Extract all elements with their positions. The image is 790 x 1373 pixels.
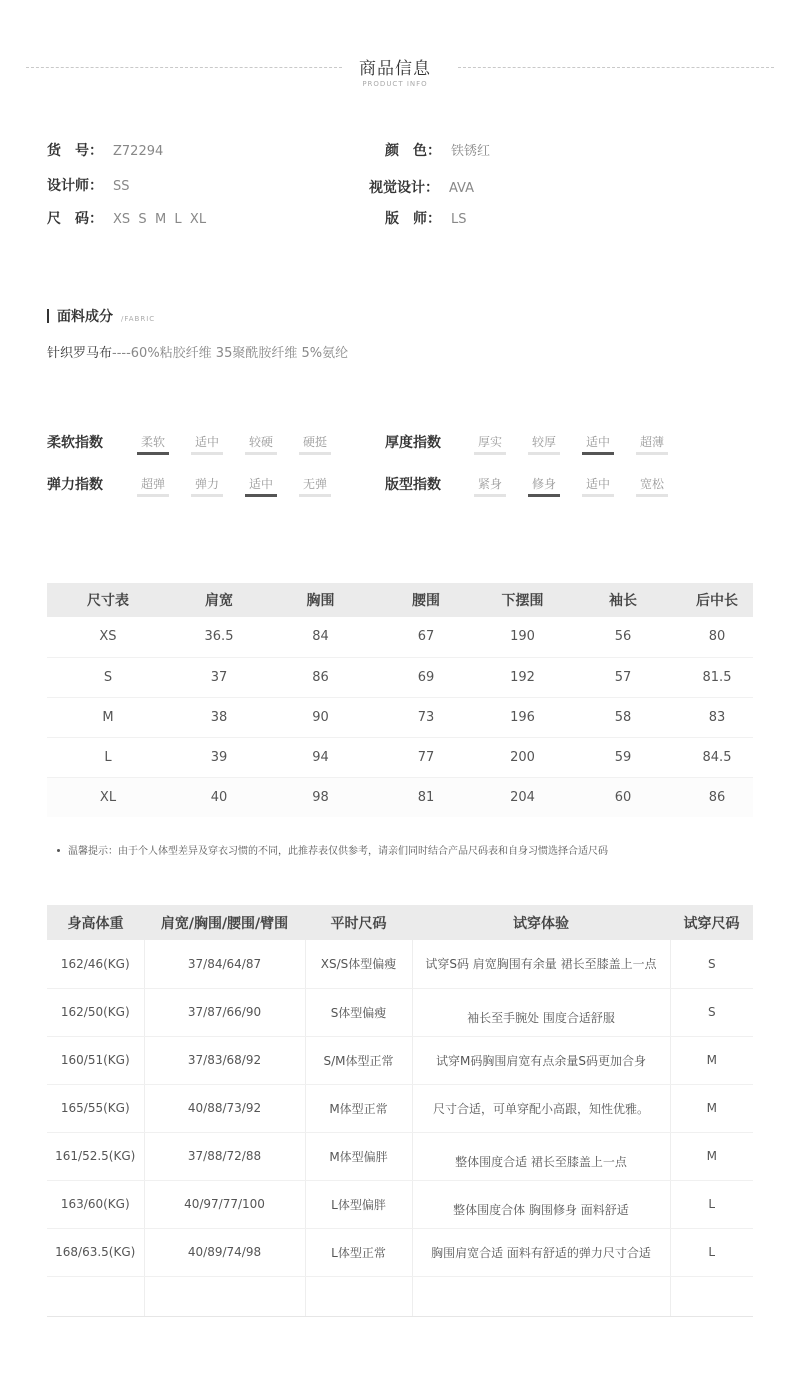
size-table-cell: 69 bbox=[372, 657, 480, 697]
section-header bbox=[0, 52, 790, 92]
fit-table-cell bbox=[144, 1276, 305, 1316]
size-table-cell: L bbox=[47, 737, 169, 777]
size-table-cell: 200 bbox=[480, 737, 565, 777]
info-label: 版 师： bbox=[385, 211, 441, 227]
fit-table-cell: M体型偏胖 bbox=[305, 1132, 412, 1180]
fit-table-cell: S bbox=[670, 988, 753, 1036]
option-underline bbox=[636, 494, 668, 497]
size-table-cell: 90 bbox=[269, 697, 372, 737]
fit-table-cell: 37/87/66/90 bbox=[144, 988, 305, 1036]
size-table-cell: XS bbox=[47, 617, 169, 657]
option-underline bbox=[191, 452, 223, 455]
index-label: 弹力指数 bbox=[47, 477, 103, 493]
page-title: 商品信息 bbox=[359, 59, 431, 79]
fit-table bbox=[47, 905, 753, 1317]
size-table-row bbox=[47, 737, 753, 777]
title-bar bbox=[47, 309, 49, 323]
size-table-col-header: 后中长 bbox=[681, 583, 753, 617]
size-table-cell: 192 bbox=[480, 657, 565, 697]
index-option[interactable] bbox=[299, 475, 331, 492]
fit-table-cell bbox=[47, 1276, 144, 1316]
fit-table-cell: 162/46(KG) bbox=[47, 940, 144, 988]
fit-table-cell: 37/83/68/92 bbox=[144, 1036, 305, 1084]
fit-table-cell: 胸围肩宽合适 面料有舒适的弹力尺寸合适 bbox=[412, 1228, 670, 1276]
fit-table-cell: L体型偏胖 bbox=[305, 1180, 412, 1228]
index-option-label: 紧身 bbox=[477, 477, 502, 491]
index-label: 厚度指数 bbox=[385, 435, 441, 451]
info-label: 视觉设计： bbox=[369, 180, 439, 196]
fit-table-cell: 整体围度合适 裙长至膝盖上一点 bbox=[412, 1132, 670, 1180]
size-table-cell: 39 bbox=[169, 737, 269, 777]
size-table-cell: 40 bbox=[169, 777, 269, 817]
info-value: SS bbox=[113, 179, 130, 194]
size-table-cell: 196 bbox=[480, 697, 565, 737]
fit-table-cell: M体型正常 bbox=[305, 1084, 412, 1132]
fit-table-row bbox=[47, 988, 753, 1036]
fit-table-cell bbox=[305, 1276, 412, 1316]
size-table-col-header: 胸围 bbox=[269, 583, 372, 617]
info-color bbox=[385, 140, 490, 160]
size-table-cell: 73 bbox=[372, 697, 480, 737]
index-option-label: 适中 bbox=[248, 477, 273, 491]
index-option-label: 硬挺 bbox=[302, 435, 327, 449]
size-table-col-header: 下摆围 bbox=[480, 583, 565, 617]
info-value: AVA bbox=[449, 181, 475, 196]
info-item-no bbox=[47, 140, 163, 160]
size-table-cell: 37 bbox=[169, 657, 269, 697]
size-table-cell: XL bbox=[47, 777, 169, 817]
fabric-composition bbox=[47, 342, 348, 361]
info-label: 尺 码： bbox=[47, 211, 103, 227]
size-table-cell: 38 bbox=[169, 697, 269, 737]
index-option-label: 柔软 bbox=[140, 435, 165, 449]
fit-table-row bbox=[47, 1180, 753, 1228]
size-table-cell: 56 bbox=[565, 617, 681, 657]
index-option-label: 适中 bbox=[194, 435, 219, 449]
fit-table-cell: L bbox=[670, 1180, 753, 1228]
fabric-name: 针织罗马布 bbox=[47, 346, 113, 361]
fit-table-header bbox=[47, 905, 753, 940]
option-underline bbox=[299, 494, 331, 497]
page-subtitle: PRODUCT INFO bbox=[362, 80, 428, 88]
size-tip bbox=[57, 842, 608, 857]
fit-table-cell: XS/S体型偏瘦 bbox=[305, 940, 412, 988]
index-option-label: 无弹 bbox=[302, 477, 327, 491]
fit-table-row bbox=[47, 1228, 753, 1276]
size-table-row bbox=[47, 697, 753, 737]
size-table-cell: 80 bbox=[681, 617, 753, 657]
index-option[interactable] bbox=[582, 433, 614, 450]
index-option[interactable] bbox=[245, 433, 277, 450]
size-table-cell: 84 bbox=[269, 617, 372, 657]
info-label: 颜 色： bbox=[385, 143, 441, 159]
index-option-label: 超弹 bbox=[140, 477, 165, 491]
fabric-title: 面料成分 bbox=[57, 309, 113, 325]
fit-table-cell: 40/88/73/92 bbox=[144, 1084, 305, 1132]
size-table-cell: S bbox=[47, 657, 169, 697]
index-option[interactable] bbox=[191, 433, 223, 450]
fit-table-cell: S体型偏瘦 bbox=[305, 988, 412, 1036]
fit-table-cell bbox=[670, 1276, 753, 1316]
fit-table-cell: S bbox=[670, 940, 753, 988]
size-table-cell: 59 bbox=[565, 737, 681, 777]
size-table-cell: 36.5 bbox=[169, 617, 269, 657]
info-pattern bbox=[385, 208, 467, 228]
fit-table-cell: S/M体型正常 bbox=[305, 1036, 412, 1084]
fit-table-cell: 40/97/77/100 bbox=[144, 1180, 305, 1228]
info-size bbox=[47, 208, 206, 228]
info-label: 设计师： bbox=[47, 178, 103, 194]
fit-table-cell bbox=[412, 1276, 670, 1316]
size-table-col-header: 腰围 bbox=[372, 583, 480, 617]
fit-table-cell: 162/50(KG) bbox=[47, 988, 144, 1036]
size-table-cell: 190 bbox=[480, 617, 565, 657]
selected-underline bbox=[528, 494, 560, 497]
bullet-icon bbox=[57, 849, 60, 852]
fit-table-col-header: 平时尺码 bbox=[305, 905, 412, 940]
size-table-cell: 60 bbox=[565, 777, 681, 817]
fit-table-cell: 袖长至手腕处 围度合适舒服 bbox=[412, 988, 670, 1036]
option-underline bbox=[474, 494, 506, 497]
fit-table-col-header: 肩宽/胸围/腰围/臂围 bbox=[144, 905, 305, 940]
size-table-cell: 84.5 bbox=[681, 737, 753, 777]
info-visual bbox=[369, 177, 474, 197]
index-option[interactable] bbox=[636, 433, 668, 450]
fabric-section-title bbox=[47, 306, 155, 326]
size-table-row bbox=[47, 657, 753, 697]
info-designer bbox=[47, 175, 130, 195]
fit-table-cell: 161/52.5(KG) bbox=[47, 1132, 144, 1180]
fit-table-cell: 40/89/74/98 bbox=[144, 1228, 305, 1276]
size-table-cell: 67 bbox=[372, 617, 480, 657]
option-underline bbox=[137, 494, 169, 497]
index-option[interactable] bbox=[474, 433, 506, 450]
selected-underline bbox=[245, 494, 277, 497]
size-table-row bbox=[47, 777, 753, 817]
option-underline bbox=[191, 494, 223, 497]
fit-table-row bbox=[47, 1132, 753, 1180]
fit-table-cell: L bbox=[670, 1228, 753, 1276]
fit-table-cell: 168/63.5(KG) bbox=[47, 1228, 144, 1276]
size-table-cell: M bbox=[47, 697, 169, 737]
option-underline bbox=[474, 452, 506, 455]
info-value: Z72294 bbox=[113, 144, 164, 159]
fabric-percent: ----60%粘胶纤维 35聚酰胺纤维 5%氨纶 bbox=[112, 346, 349, 361]
option-underline bbox=[582, 494, 614, 497]
index-option[interactable] bbox=[137, 475, 169, 492]
fit-table-row bbox=[47, 940, 753, 988]
option-underline bbox=[299, 452, 331, 455]
size-table-row bbox=[47, 617, 753, 657]
size-table-cell: 204 bbox=[480, 777, 565, 817]
fit-table-cell: 160/51(KG) bbox=[47, 1036, 144, 1084]
fit-table-cell: L体型正常 bbox=[305, 1228, 412, 1276]
fit-table-col-header: 试穿尺码 bbox=[670, 905, 753, 940]
size-table-cell: 77 bbox=[372, 737, 480, 777]
fit-table-col-header: 试穿体验 bbox=[412, 905, 670, 940]
info-value: XS S M L XL bbox=[113, 212, 207, 227]
index-option-label: 适中 bbox=[585, 477, 610, 491]
size-table bbox=[47, 583, 753, 817]
fit-table-cell: M bbox=[670, 1132, 753, 1180]
info-value: LS bbox=[451, 212, 467, 227]
index-option[interactable] bbox=[474, 475, 506, 492]
selected-underline bbox=[582, 452, 614, 455]
fit-table-cell: 尺寸合适，可单穿配小高跟，知性优雅。 bbox=[412, 1084, 670, 1132]
index-option-label: 弹力 bbox=[194, 477, 219, 491]
index-label: 版型指数 bbox=[385, 477, 441, 493]
index-option-label: 厚实 bbox=[477, 435, 502, 449]
size-table-col-header: 肩宽 bbox=[169, 583, 269, 617]
fit-table-row bbox=[47, 1036, 753, 1084]
index-option[interactable] bbox=[191, 475, 223, 492]
fit-table-cell: 163/60(KG) bbox=[47, 1180, 144, 1228]
size-table-cell: 94 bbox=[269, 737, 372, 777]
size-table-cell: 98 bbox=[269, 777, 372, 817]
option-underline bbox=[528, 452, 560, 455]
index-option[interactable] bbox=[528, 475, 560, 492]
fit-table-col-header: 身高体重 bbox=[47, 905, 144, 940]
fit-table-cell: 整体围度合体 胸围修身 面料舒适 bbox=[412, 1180, 670, 1228]
index-option[interactable] bbox=[582, 475, 614, 492]
index-option-label: 适中 bbox=[585, 435, 610, 449]
index-option-label: 超薄 bbox=[639, 435, 664, 449]
fit-table-cell: 37/88/72/88 bbox=[144, 1132, 305, 1180]
size-table-cell: 57 bbox=[565, 657, 681, 697]
fit-table-cell: M bbox=[670, 1036, 753, 1084]
size-table-cell: 83 bbox=[681, 697, 753, 737]
info-value: 铁锈红 bbox=[451, 144, 491, 159]
fit-table-empty-row bbox=[47, 1276, 753, 1316]
fit-table-cell: M bbox=[670, 1084, 753, 1132]
size-table-cell: 86 bbox=[269, 657, 372, 697]
index-option[interactable] bbox=[528, 433, 560, 450]
index-option-label: 较硬 bbox=[248, 435, 273, 449]
size-table-col-header: 袖长 bbox=[565, 583, 681, 617]
index-option-label: 修身 bbox=[531, 477, 556, 491]
selected-underline bbox=[137, 452, 169, 455]
fit-table-cell: 37/84/64/87 bbox=[144, 940, 305, 988]
index-option[interactable] bbox=[245, 475, 277, 492]
index-option-label: 较厚 bbox=[531, 435, 556, 449]
size-table-header bbox=[47, 583, 753, 617]
index-option[interactable] bbox=[137, 433, 169, 450]
index-option[interactable] bbox=[299, 433, 331, 450]
index-label: 柔软指数 bbox=[47, 435, 103, 451]
fit-table-cell: 165/55(KG) bbox=[47, 1084, 144, 1132]
option-underline bbox=[636, 452, 668, 455]
size-table-col-header: 尺寸表 bbox=[47, 583, 169, 617]
size-table-cell: 81.5 bbox=[681, 657, 753, 697]
size-table-cell: 81 bbox=[372, 777, 480, 817]
size-table-cell: 86 bbox=[681, 777, 753, 817]
size-table-cell: 58 bbox=[565, 697, 681, 737]
fabric-title-en: /FABRIC bbox=[121, 315, 156, 323]
fit-table-cell: 试穿S码 肩宽胸围有余量 裙长至膝盖上一点 bbox=[412, 940, 670, 988]
index-option-label: 宽松 bbox=[639, 477, 664, 491]
fit-table-cell: 试穿M码胸围肩宽有点余量S码更加合身 bbox=[412, 1036, 670, 1084]
info-label: 货 号： bbox=[47, 143, 103, 159]
tip-text: 温馨提示：由于个人体型差异及穿衣习惯的不同，此推荐表仅供参考，请亲们同时结合产品尺码表和自身习惯选择合适尺码 bbox=[68, 846, 608, 857]
index-option[interactable] bbox=[636, 475, 668, 492]
option-underline bbox=[245, 452, 277, 455]
fit-table-row bbox=[47, 1084, 753, 1132]
